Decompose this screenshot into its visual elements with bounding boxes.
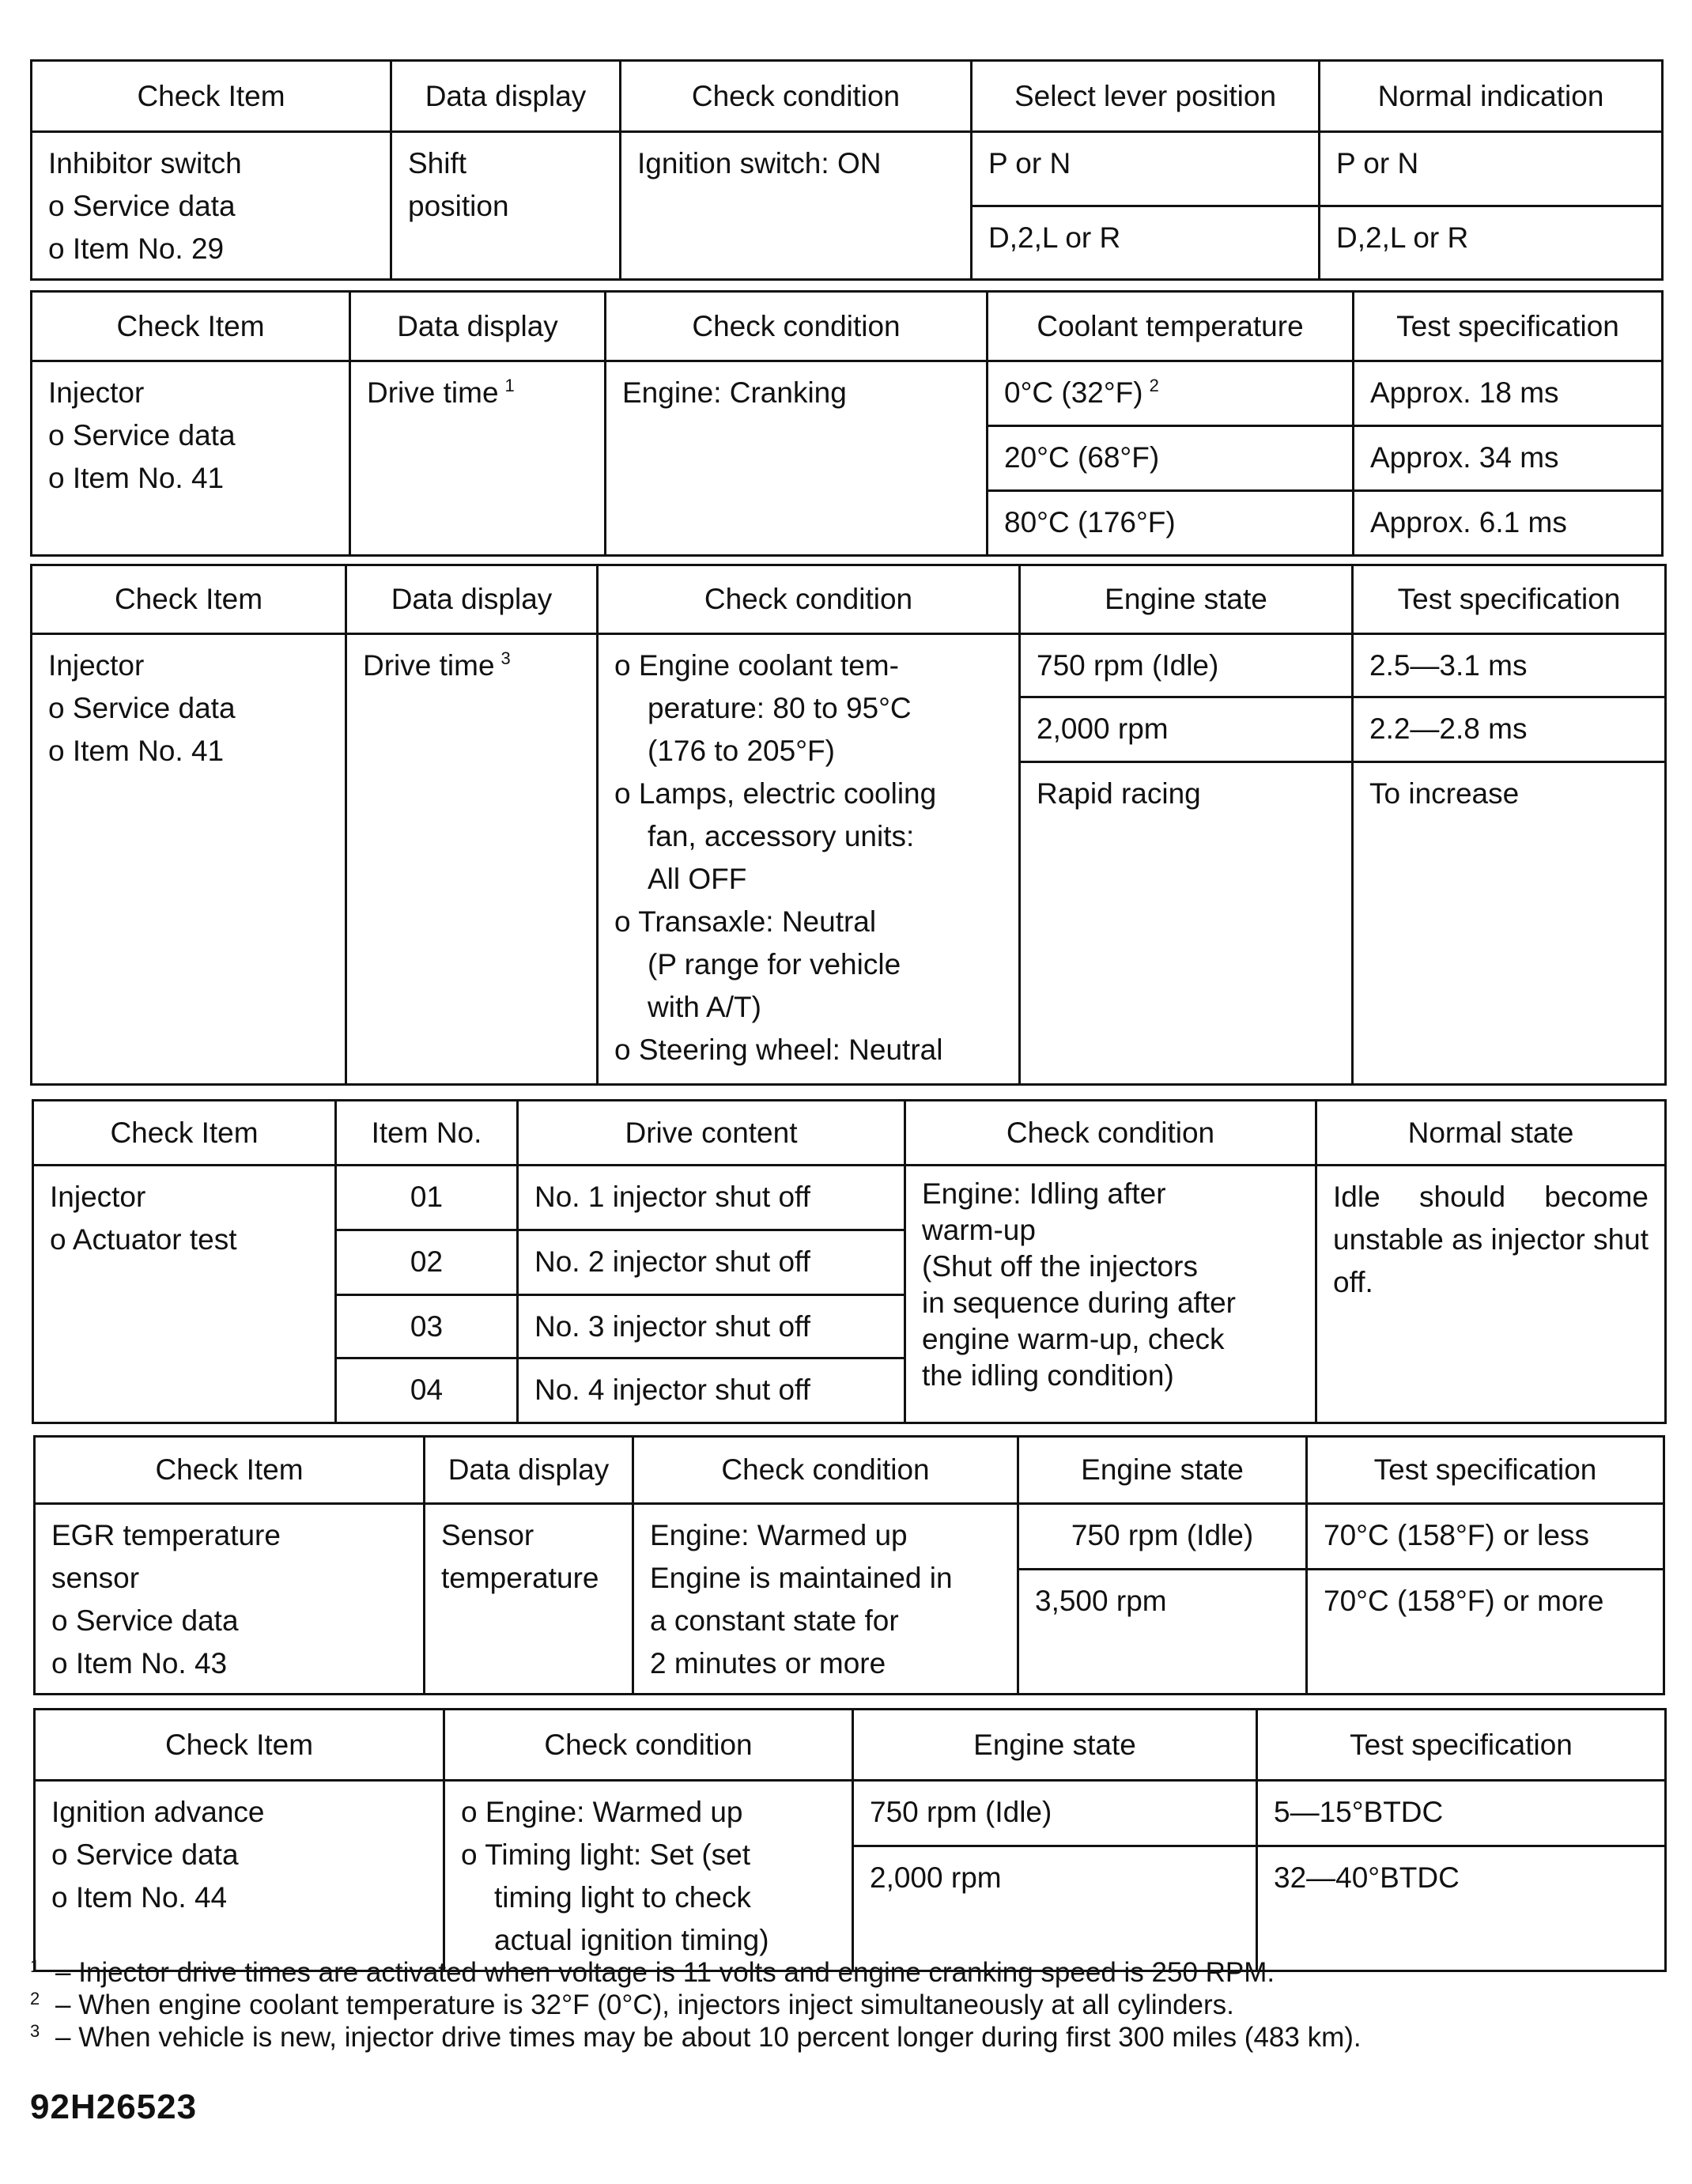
item-no-cell: 01 — [336, 1166, 518, 1230]
condition-line: in sequence during after — [922, 1287, 1236, 1319]
test-spec-cell: 2.2—2.8 ms — [1353, 697, 1666, 762]
col-header: Engine state — [853, 1710, 1257, 1781]
injector-cranking-table — [30, 290, 1664, 557]
check-item-line: o Item No. 43 — [51, 1647, 228, 1680]
check-item-cell — [35, 1504, 425, 1695]
check-item-line: o Item No. 41 — [48, 735, 225, 767]
col-header: Check condition — [606, 292, 988, 361]
col-header: Test specification — [1307, 1437, 1664, 1504]
data-display-cell — [350, 361, 606, 556]
header-row — [35, 1710, 1666, 1781]
document-id: 92H26523 — [30, 2088, 198, 2126]
test-spec-cell: Approx. 18 ms — [1354, 361, 1663, 426]
table-row — [33, 1166, 1666, 1230]
col-header: Check Item — [33, 1101, 336, 1166]
check-item-cell — [32, 361, 350, 556]
drive-content-cell: No. 3 injector shut off — [518, 1295, 905, 1358]
injector-running-table — [30, 564, 1667, 1086]
engine-state-cell: 2,000 rpm — [1020, 697, 1353, 762]
data-display-text: Drive time — [367, 376, 499, 409]
col-header: Select lever position — [972, 61, 1320, 132]
engine-state-cell: 750 rpm (Idle) — [1020, 634, 1353, 697]
condition-line: 2 minutes or more — [650, 1647, 886, 1680]
coolant-temp-cell: 20°C (68°F) — [988, 426, 1354, 491]
col-header: Check Item — [32, 565, 346, 634]
col-header: Data display — [346, 565, 598, 634]
condition-line: o Lamps, electric cooling — [614, 777, 937, 810]
check-condition-cell: Ignition switch: ON — [621, 132, 972, 280]
inhibitor-switch-table — [30, 59, 1664, 281]
check-item-line: o Item No. 29 — [48, 232, 225, 265]
col-header: Check condition — [633, 1437, 1018, 1504]
engine-state-cell: 3,500 rpm — [1018, 1570, 1307, 1695]
injector-actuator-table — [32, 1099, 1667, 1424]
condition-line: o Transaxle: Neutral — [614, 905, 877, 938]
item-no-cell: 04 — [336, 1358, 518, 1423]
check-item-line: o Item No. 41 — [48, 462, 225, 494]
footnotes — [30, 1956, 1659, 2054]
check-item-line: o Service data — [48, 419, 236, 452]
table-row — [35, 1781, 1666, 1846]
drive-content-cell: No. 1 injector shut off — [518, 1166, 905, 1230]
check-item-line: o Item No. 44 — [51, 1881, 228, 1914]
data-display-cell — [425, 1504, 633, 1695]
footnote-text: – When vehicle is new, injector drive times may be about 10 percent longer during first 300 miles (483 km). — [55, 2022, 1362, 2053]
test-spec-cell: Approx. 34 ms — [1354, 426, 1663, 491]
condition-line: timing light to check — [494, 1881, 751, 1914]
condition-line: warm-up — [922, 1214, 1036, 1246]
col-header: Drive content — [518, 1101, 905, 1166]
lever-position-cell: P or N — [972, 132, 1320, 206]
col-header: Check Item — [35, 1437, 425, 1504]
data-display-cell — [346, 634, 598, 1085]
header-row — [32, 61, 1663, 132]
check-item-line: o Actuator test — [50, 1223, 237, 1256]
engine-state-cell: 2,000 rpm — [853, 1846, 1257, 1971]
col-header: Check condition — [621, 61, 972, 132]
coolant-temp-cell — [988, 361, 1354, 426]
lever-position-cell: D,2,L or R — [972, 206, 1320, 280]
check-condition-cell — [905, 1166, 1316, 1423]
test-spec-cell: 32—40°BTDC — [1257, 1846, 1666, 1971]
check-item-cell — [32, 132, 391, 280]
header-row — [33, 1101, 1666, 1166]
table-row — [32, 361, 1663, 426]
condition-line: Engine: Warmed up — [650, 1519, 908, 1551]
condition-line: (176 to 205°F) — [648, 735, 835, 767]
col-header: Data display — [391, 61, 621, 132]
normal-indication-cell: P or N — [1320, 132, 1663, 206]
condition-line: o Engine coolant tem- — [614, 649, 899, 682]
header-row — [32, 292, 1663, 361]
footnote-text: – When engine coolant temperature is 32°F (0°C), injectors inject simultaneously at all cylinders. — [55, 1989, 1234, 2020]
data-display-line: Shift — [408, 147, 467, 179]
test-spec-cell: To increase — [1353, 762, 1666, 1085]
check-condition-cell — [633, 1504, 1018, 1695]
col-header: Test specification — [1353, 565, 1666, 634]
ignition-advance-table — [33, 1708, 1667, 1972]
col-header: Check Item — [32, 61, 391, 132]
col-header: Check condition — [598, 565, 1020, 634]
check-condition-cell: Engine: Cranking — [606, 361, 988, 556]
condition-line: engine warm-up, check — [922, 1323, 1225, 1355]
footnote-ref: 3 — [500, 648, 511, 668]
test-spec-cell: 2.5—3.1 ms — [1353, 634, 1666, 697]
condition-line: o Timing light: Set (set — [461, 1838, 751, 1871]
drive-content-cell: No. 4 injector shut off — [518, 1358, 905, 1423]
condition-line: a constant state for — [650, 1604, 899, 1637]
test-spec-cell: 5—15°BTDC — [1257, 1781, 1666, 1846]
coolant-temp-text: 0°C (32°F) — [1004, 376, 1143, 409]
item-no-cell: 02 — [336, 1230, 518, 1295]
col-header: Normal state — [1316, 1101, 1666, 1166]
col-header: Check condition — [905, 1101, 1316, 1166]
condition-line: with A/T) — [648, 991, 761, 1023]
condition-line: o Steering wheel: Neutral — [614, 1033, 943, 1066]
check-item-line: o Service data — [48, 692, 236, 724]
condition-line: o Engine: Warmed up — [461, 1796, 743, 1828]
test-spec-cell: 70°C (158°F) or less — [1307, 1504, 1664, 1570]
data-display-cell — [391, 132, 621, 280]
footnote: 1 – Injector drive times are activated when voltage is 11 volts and engine cranking speed is 250 RPM. — [30, 1956, 1275, 1988]
check-item-line: o Service data — [51, 1604, 239, 1637]
engine-state-cell: 750 rpm (Idle) — [853, 1781, 1257, 1846]
condition-line: the idling condition) — [922, 1359, 1174, 1392]
col-header: Data display — [350, 292, 606, 361]
check-item-line: Injector — [48, 649, 145, 682]
col-header: Test specification — [1257, 1710, 1666, 1781]
engine-state-cell: 750 rpm (Idle) — [1018, 1504, 1307, 1570]
table-row — [32, 132, 1663, 206]
data-display-line: temperature — [441, 1562, 599, 1594]
check-item-line: Injector — [48, 376, 145, 409]
condition-line: fan, accessory units: — [648, 820, 915, 852]
data-display-text: Drive time — [363, 649, 495, 682]
col-header: Check Item — [32, 292, 350, 361]
condition-line: Engine: Idling after — [922, 1177, 1166, 1210]
condition-line: (P range for vehicle — [648, 948, 901, 981]
condition-line: Engine is maintained in — [650, 1562, 953, 1594]
normal-state-cell: Idle should become unstable as injector shut off. — [1316, 1166, 1666, 1423]
col-header: Test specification — [1354, 292, 1663, 361]
egr-sensor-table — [33, 1435, 1665, 1695]
test-spec-cell: 70°C (158°F) or more — [1307, 1570, 1664, 1695]
col-header: Item No. — [336, 1101, 518, 1166]
col-header: Check condition — [444, 1710, 853, 1781]
check-item-line: o Service data — [48, 190, 236, 222]
col-header: Engine state — [1020, 565, 1353, 634]
col-header: Coolant temperature — [988, 292, 1354, 361]
check-condition-cell — [598, 634, 1020, 1085]
table-row — [35, 1504, 1664, 1570]
footnote: 3 – When vehicle is new, injector drive times may be about 10 percent longer during first 300 miles (483 km). — [30, 2021, 1362, 2053]
footnote-ref: 1 — [504, 376, 515, 395]
check-item-line: Injector — [50, 1181, 146, 1213]
header-row — [32, 565, 1666, 634]
footnote: 2 – When engine coolant temperature is 32°F (0°C), injectors inject simultaneously at all cylinders. — [30, 1989, 1234, 2020]
check-item-cell — [35, 1781, 444, 1971]
check-item-line: EGR temperature — [51, 1519, 281, 1551]
condition-line: perature: 80 to 95°C — [648, 692, 912, 724]
table-row — [32, 634, 1666, 697]
col-header: Engine state — [1018, 1437, 1307, 1504]
condition-line: All OFF — [648, 863, 747, 895]
coolant-temp-cell: 80°C (176°F) — [988, 491, 1354, 556]
check-item-cell — [33, 1166, 336, 1423]
footnote-text: – Injector drive times are activated when voltage is 11 volts and engine cranking speed is 250 RPM. — [55, 1957, 1275, 1988]
data-display-line: position — [408, 190, 509, 222]
col-header: Normal indication — [1320, 61, 1663, 132]
check-condition-cell — [444, 1781, 853, 1971]
col-header: Check Item — [35, 1710, 444, 1781]
engine-state-cell: Rapid racing — [1020, 762, 1353, 1085]
header-row — [35, 1437, 1664, 1504]
data-display-line: Sensor — [441, 1519, 534, 1551]
item-no-cell: 03 — [336, 1295, 518, 1358]
check-item-line: o Service data — [51, 1838, 239, 1871]
check-item-cell — [32, 634, 346, 1085]
check-item-line: sensor — [51, 1562, 140, 1594]
test-spec-cell: Approx. 6.1 ms — [1354, 491, 1663, 556]
check-item-line: Ignition advance — [51, 1796, 265, 1828]
condition-line: actual ignition timing) — [494, 1924, 769, 1956]
check-item-line: Inhibitor switch — [48, 147, 242, 179]
footnote-ref: 2 — [1149, 376, 1159, 395]
condition-line: (Shut off the injectors — [922, 1250, 1198, 1283]
col-header: Data display — [425, 1437, 633, 1504]
normal-indication-cell: D,2,L or R — [1320, 206, 1663, 280]
drive-content-cell: No. 2 injector shut off — [518, 1230, 905, 1295]
